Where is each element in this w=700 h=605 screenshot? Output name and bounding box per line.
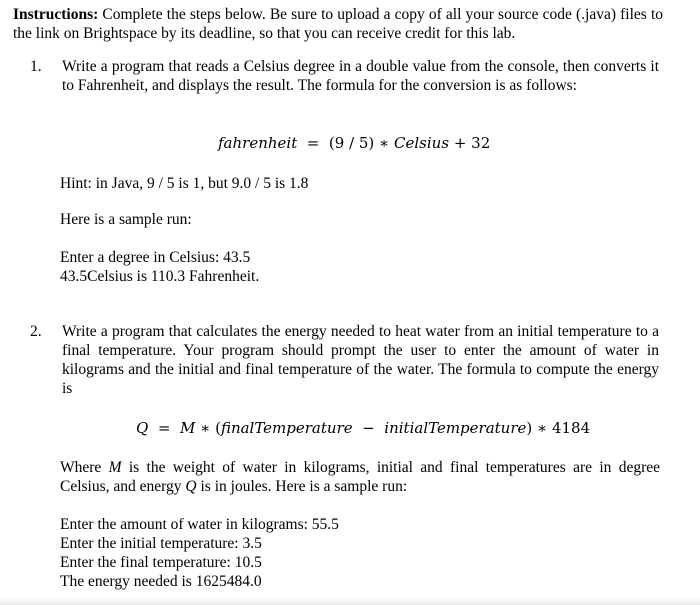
where-q: Q bbox=[185, 478, 197, 495]
formula-rhs-b: + 32 bbox=[449, 134, 491, 152]
instructions-text: Complete the steps below. Be sure to upload a copy of all your source code (.java) files to the link on Brightspace by its deadline, so that you can receive credit for this lab. bbox=[13, 6, 663, 42]
formula-m: M bbox=[179, 419, 196, 437]
sample-line: Enter the amount of water in kilograms: 55.5 bbox=[60, 516, 339, 533]
sample-run-2 bbox=[60, 515, 339, 591]
energy-formula bbox=[136, 419, 590, 438]
formula-equals: = bbox=[306, 134, 320, 152]
formula-op1: ∗ ( bbox=[195, 419, 221, 437]
formula-lhs: fahrenheit bbox=[218, 134, 298, 152]
where-text-a: Where bbox=[60, 459, 109, 476]
task-number: 2. bbox=[30, 323, 42, 340]
bottom-edge-shadow bbox=[0, 597, 700, 605]
sample-line: Enter the final temperature: 10.5 bbox=[60, 554, 262, 571]
formula-minus: − bbox=[357, 419, 380, 437]
formula-final-temp: finalTemperature bbox=[220, 419, 353, 437]
sample-run-intro: Here is a sample run: bbox=[60, 211, 192, 228]
sample-run-1 bbox=[60, 248, 259, 286]
formula-initial-temp: initialTemperature bbox=[384, 419, 527, 437]
instructions-label: Instructions: bbox=[13, 6, 99, 23]
task-description: Write a program that calculates the energy needed to heat water from an initial temperature to a final temperature. Your program should prompt the user to enter the amount of water in kilograms and the initial and final temperature of the water. The formula to compute the energy is bbox=[62, 323, 659, 397]
sample-line: Enter a degree in Celsius: 43.5 bbox=[60, 249, 251, 266]
where-m: M bbox=[108, 459, 122, 476]
where-text-b: is the weight of water in kilograms, initial and final temperatures are in degree Celsius, and energy bbox=[60, 459, 660, 495]
sample-line: 43.5Celsius is 110.3 Fahrenheit. bbox=[60, 268, 260, 285]
where-paragraph bbox=[60, 458, 660, 496]
sample-line: Enter the initial temperature: 3.5 bbox=[60, 535, 262, 552]
instructions-paragraph bbox=[13, 5, 663, 43]
formula-q: Q bbox=[136, 419, 149, 437]
where-text-c: is in joules. Here is a sample run: bbox=[196, 478, 408, 495]
task-number: 1. bbox=[30, 58, 42, 75]
task-description: Write a program that reads a Celsius degree in a double value from the console, then converts it to Fahrenheit, and displays the result. The formula for the conversion is as follows: bbox=[62, 58, 659, 94]
hint-text: Hint: in Java, 9 / 5 is 1, but 9.0 / 5 is 1.8 bbox=[60, 175, 309, 192]
formula-rhs-a: (9 / 5) ∗ bbox=[328, 134, 395, 152]
formula-celsius: Celsius bbox=[394, 134, 450, 152]
formula-equals: = bbox=[157, 419, 171, 437]
formula-tail: ) ∗ 4184 bbox=[526, 419, 591, 437]
fahrenheit-formula bbox=[218, 134, 490, 153]
sample-line: The energy needed is 1625484.0 bbox=[60, 573, 262, 590]
